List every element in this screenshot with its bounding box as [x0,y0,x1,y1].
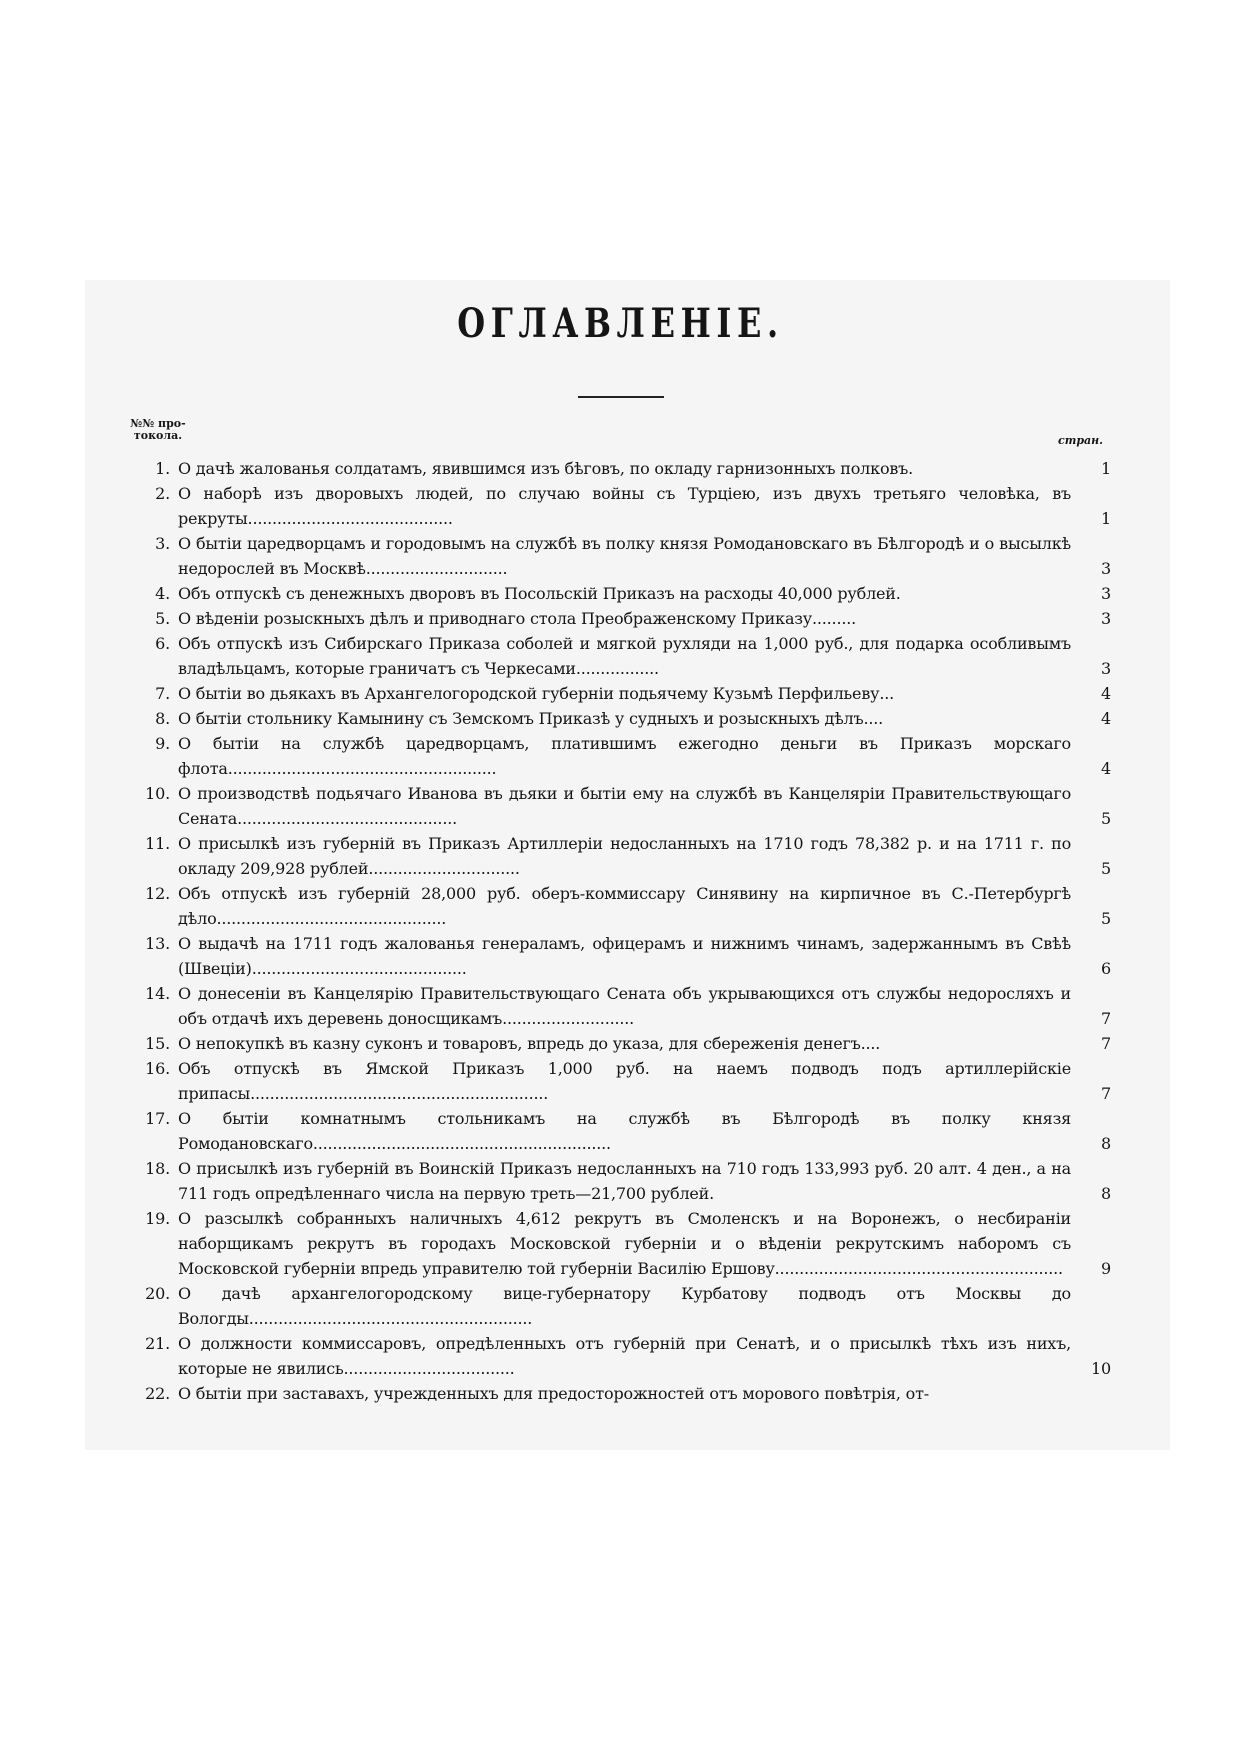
table-of-contents [130,456,1120,1406]
entry-number: 1. [155,459,170,478]
entry-page-number: 3 [1101,584,1111,603]
entry-page-number: 5 [1101,809,1111,828]
entry-page-number: 9 [1101,1259,1111,1278]
title-rule [578,396,664,398]
entry-text: О бытіи при заставахъ, учрежденныхъ для предосторожностей отъ морового повѣтрія, от- [178,1384,929,1403]
toc-entry-12 [130,881,1120,931]
entry-text: О бытіи на службѣ царедворцамъ, платившимъ ежегодно деньги въ Приказъ морскаго флота....................................................... [178,734,1071,778]
toc-entry-5 [130,606,1120,631]
toc-entry-2 [130,481,1120,531]
entry-page-number: 5 [1101,909,1111,928]
entry-text: О присылкѣ изъ губерній въ Воинскій Приказъ недосланныхъ на 710 годъ 133,993 руб. 20 алт. 4 ден., а на 711 годъ опредѣленнаго числа на первую треть—21,700 рублей. [178,1159,1071,1203]
column-header-page: стран. [1058,434,1104,447]
toc-entry-6 [130,631,1120,681]
entry-text: О вѣденіи розыскныхъ дѣлъ и приводнаго стола Преображенскому Приказу......... [178,609,856,628]
entry-number: 13. [145,934,170,953]
entry-page-number: 6 [1101,959,1111,978]
toc-entry-4 [130,581,1120,606]
entry-page-number: 1 [1101,509,1111,528]
entry-number: 14. [145,984,170,1003]
entry-text: О бытіи во дьякахъ въ Архангелогородской губерніи подьячему Кузьмѣ Перфильеву... [178,684,895,703]
toc-entry-19 [130,1206,1120,1281]
entry-text: Объ отпускѣ съ денежныхъ дворовъ въ Посольскій Приказъ на расходы 40,000 рублей. [178,584,901,603]
toc-entry-13 [130,931,1120,981]
entry-number: 10. [145,784,170,803]
entry-page-number: 3 [1101,609,1111,628]
toc-entry-10 [130,781,1120,831]
entry-number: 20. [145,1284,170,1303]
entry-number: 12. [145,884,170,903]
toc-entry-8 [130,706,1120,731]
entry-page-number: 7 [1101,1034,1111,1053]
entry-page-number: 8 [1101,1134,1111,1153]
entry-page-number: 4 [1101,759,1111,778]
entry-page-number: 10 [1091,1359,1111,1378]
entry-number: 11. [145,834,170,853]
entry-page-number: 7 [1101,1009,1111,1028]
entry-number: 5. [155,609,170,628]
entry-text: О выдачѣ на 1711 годъ жалованья генераламъ, офицерамъ и нижнимъ чинамъ, задержаннымъ въ Свѣѣ (Швеціи)............................................ [178,934,1071,978]
entry-text: О бытіи комнатнымъ стольникамъ на службѣ въ Бѣлгородѣ въ полку князя Ромодановскаго............................................................. [178,1109,1071,1153]
entry-text: О производствѣ подьячаго Иванова въ дьяки и бытіи ему на службѣ въ Канцеляріи Правительствующаго Сената............................................. [178,784,1071,828]
toc-entry-7 [130,681,1120,706]
entry-number: 9. [155,734,170,753]
entry-text: О наборѣ изъ дворовыхъ людей, по случаю войны съ Турціею, изъ двухъ третьяго человѣка, въ рекруты.......................................... [178,484,1071,528]
toc-entry-14 [130,981,1120,1031]
entry-number: 19. [145,1209,170,1228]
entry-number: 17. [145,1109,170,1128]
toc-entry-11 [130,831,1120,881]
toc-entry-9 [130,731,1120,781]
toc-entry-18 [130,1156,1120,1206]
entry-page-number: 8 [1101,1184,1111,1203]
entry-page-number: 3 [1101,559,1111,578]
toc-entry-22 [130,1381,1120,1406]
entry-number: 3. [155,534,170,553]
entry-number: 8. [155,709,170,728]
entry-page-number: 4 [1101,709,1111,728]
entry-number: 6. [155,634,170,653]
entry-number: 16. [145,1059,170,1078]
entry-text: О непокупкѣ въ казну суконъ и товаровъ, впредь до указа, для сбереженія денегъ.... [178,1034,881,1053]
entry-number: 2. [155,484,170,503]
entry-number: 21. [145,1334,170,1353]
column-header-protocol: №№ про- токола. [130,417,186,442]
entry-page-number: 4 [1101,684,1111,703]
entry-number: 15. [145,1034,170,1053]
entry-number: 4. [155,584,170,603]
entry-number: 7. [155,684,170,703]
entry-page-number: 7 [1101,1084,1111,1103]
entry-text: О должности коммиссаровъ, опредѣленныхъ отъ губерній при Сенатѣ, и о присылкѣ тѣхъ изъ нихъ, которые не явились................................... [178,1334,1071,1378]
entry-text: О разсылкѣ собранныхъ наличныхъ 4,612 рекрутъ въ Смоленскъ и на Воронежъ, о несбираніи наборщикамъ рекрутъ въ городахъ Московской губерніи и о вѣденіи рекрутскимъ наборомъ съ Московской губерніи впредь управителю той губерніи Василію Ершову........................................................... [178,1209,1071,1278]
entry-text: Объ отпускѣ въ Ямской Приказъ 1,000 руб. на наемъ подводъ подъ артиллерійскіе припасы............................................................. [178,1059,1071,1103]
entry-text: Объ отпускѣ изъ Сибирскаго Приказа соболей и мягкой рухляди на 1,000 руб., для подарка особливымъ владѣльцамъ, которые граничатъ съ Черкесами................. [178,634,1071,678]
entry-number: 22. [145,1384,170,1403]
entry-page-number: 5 [1101,859,1111,878]
entry-page-number: 3 [1101,659,1111,678]
entry-text: О дачѣ жалованья солдатамъ, явившимся изъ бѣговъ, по окладу гарнизонныхъ полковъ. [178,459,914,478]
entry-text: Объ отпускѣ изъ губерній 28,000 руб. оберъ-коммиссару Синявину на кирпичное въ С.-Петербургѣ дѣло............................................... [178,884,1071,928]
toc-entry-17 [130,1106,1120,1156]
toc-entry-3 [130,531,1120,581]
entry-text: О дачѣ архангелогородскому вице-губернатору Курбатову подводъ отъ Москвы до Вологды.......................................................... [178,1284,1071,1328]
entry-number: 18. [145,1159,170,1178]
entry-text: О бытіи царедворцамъ и городовымъ на службѣ въ полку князя Ромодановскаго въ Бѣлгородѣ и о высылкѣ недорослей въ Москвѣ............................. [178,534,1071,578]
toc-entry-16 [130,1056,1120,1106]
page-title: ОГЛАВЛЕНІЕ. [457,300,784,347]
entry-text: О присылкѣ изъ губерній въ Приказъ Артиллеріи недосланныхъ на 1710 годъ 78,382 р. и на 1711 г. по окладу 209,928 рублей............................... [178,834,1071,878]
toc-entry-1 [130,456,1120,481]
entry-text: О бытіи стольнику Камынину съ Земскомъ Приказѣ у судныхъ и розыскныхъ дѣлъ.... [178,709,884,728]
toc-entry-15 [130,1031,1120,1056]
toc-entry-20 [130,1281,1120,1331]
entry-page-number: 1 [1101,459,1111,478]
toc-entry-21 [130,1331,1120,1381]
entry-text: О донесеніи въ Канцелярію Правительствующаго Сената объ укрывающихся отъ службы недоросляхъ и объ отдачѣ ихъ деревень доносщикамъ........................... [178,984,1071,1028]
